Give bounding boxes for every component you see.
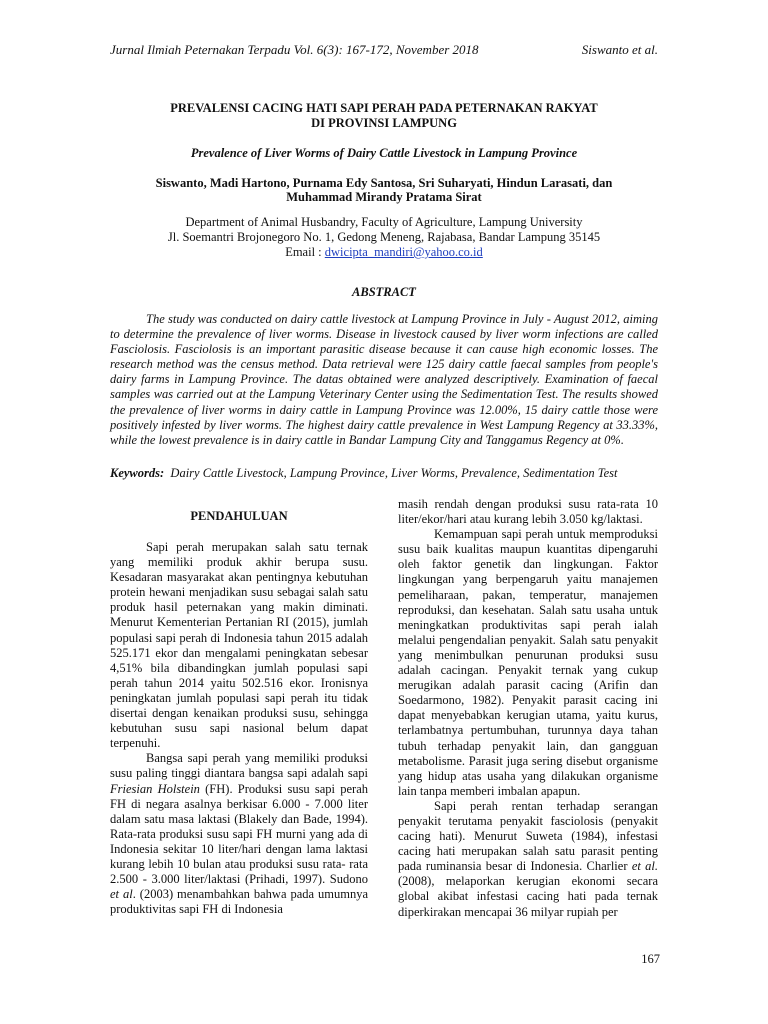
keywords <box>110 466 658 481</box>
department: Department of Animal Husbandry, Faculty of Agriculture, Lampung University <box>185 215 583 229</box>
paragraph: Sapi perah merupakan salah satu ternak yang memiliki produk akhir berupa susu. Kesadaran masyarakat akan pentingnya kebutuhan protein hewani menjadikan susu sebagai salah satu produk hasil peternakan yang makin diminati. Menurut Kementerian Pertanian RI (2015), jumlah populasi sapi perah di Indonesia tahun 2015 adalah 525.171 ekor dan mengalami peningkatan sebesar 4,51% bila dibandingkan jumlah populasi sapi perah tahun 2014 yaitu 502.516 ekor. Ironisnya peningkatan jumlah populasi sapi perah itu tidak disertai dengan kenaikan produksi susu, sehingga kebutuhan susu sapi nasional belum dapat terpenuhi. <box>110 540 368 751</box>
english-title: Prevalence of Liver Worms of Dairy Cattle Livestock in Lampung Province <box>190 146 578 160</box>
email-label: Email : <box>285 245 325 259</box>
authors-line-1: Siswanto, Madi Hartono, Purnama Edy Santosa, Sri Suharyati, Hindun Larasati, dan <box>155 176 613 190</box>
abstract-body: The study was conducted on dairy cattle livestock at Lampung Province in July - August 2012, aiming to determine the prevalence of liver worms. Disease in livestock caused by liver worm infections are called Fasciolosis. Fasciolosis is an important parasitic disease because it can cause high economic losses. The research method was the census method. Data retrieval were 125 dairy cattle faecal samples from people's dairy farms in Lampung Province. The datas obtained were analyzed descriptively. Examination of faecal samples was carried out at the Lampung Veterinary Center using the Sedimentation Test. The results showed the prevalence of liver worms in dairy cattle in Lampung Province was 12.00%, 15 dairy cattle those were positively infested by liver worms. The highest dairy cattle prevalence in West Lampung Regency at 33.33%, while the lowest prevalence is in dairy cattle in Bandar Lampung City and Tanggamus Regency at 0%. <box>110 312 658 447</box>
keywords-text: Dairy Cattle Livestock, Lampung Province, Liver Worms, Prevalence, Sedimentation Test <box>170 466 618 480</box>
paragraph: Bangsa sapi perah yang memiliki produksi susu paling tinggi diantara bangsa sapi adalah sapi Friesian Holstein (FH). Produksi susu sapi perah FH di negara asalnya berkisar 6.000 - 7.000 liter dalam satu masa laktasi (Blakely dan Bade, 1994). Rata-rata produksi susu sapi FH murni yang ada di Indonesia sekitar 10 liter/hari dengan lama laktasi kurang lebih 10 bulan atau produksi susu rata- rata 2.500 - 3.000 liter/laktasi (Prihadi, 1997). Sudono et al. (2003) menambahkan bahwa pada umumnya produktivitas sapi FH di Indonesia <box>110 751 368 917</box>
title-line-2: DI PROVINSI LAMPUNG <box>311 116 457 130</box>
section-heading: PENDAHULUAN <box>190 509 288 523</box>
italic-term: et al. <box>631 859 658 874</box>
email-link[interactable]: dwicipta_mandiri@yahoo.co.id <box>324 245 483 259</box>
left-column <box>110 540 368 917</box>
keywords-label: Keywords: <box>110 466 165 480</box>
journal-citation: Jurnal Ilmiah Peternakan Terpadu Vol. 6(3): 167-172, November 2018 <box>110 42 479 57</box>
italic-term: Friesian Holstein <box>110 781 200 796</box>
header-author: Siswanto et al. <box>581 42 658 57</box>
paragraph: Sapi perah rentan terhadap serangan penyakit terutama penyakit fasciolosis (penyakit cacing hati). Menurut Suweta (1984), infestasi cacing hati merupakan salah satu parasit penting pada ruminansia besar di Indonesia. Charlier et al. (2008), melaporkan kerugian ekonomi secara global akibat infestasi cacing hati pada ternak diperkirakan mencapai 36 milyar rupiah per <box>398 798 658 919</box>
affiliation <box>80 215 688 260</box>
page-number: 167 <box>641 952 660 966</box>
abstract-heading: ABSTRACT <box>352 285 416 299</box>
paragraph: Kemampuan sapi perah untuk memproduksi susu baik kualitas maupun kuantitas dipengaruhi oleh faktor genetik dan lingkungan. Faktor lingkungan yang berpengaruh yaitu manajemen pemeliharaan, pakan, temperatur, manajemen reproduksi, dan kesehatan. Salah satu usaha untuk meningkatkan produktivitas sapi perah ialah melalui pengendalian penyakit. Salah satu penyakit yang menimbulkan penurunan produksi susu adalah cacingan. Penyakit ternak yang cukup merugikan adalah parasit cacing (Arifin dan Soedarmono, 1982). Penyakit parasit cacing ini dapat menyebabkan kerugian utama, yaitu kurus, terlambatnya pertumbuhan, turunnya daya tahan tubuh terhadap penyakit lain, dan gangguan metabolisme. Parasit juga sering disebut organisme yang hidup atas usaha yang dilakukan organisme lain tanpa memberi imbalan apapun. <box>398 527 658 798</box>
authors-line-2: Muhammad Mirandy Pratama Sirat <box>286 190 482 204</box>
email-line <box>80 245 688 260</box>
italic-term: et al <box>110 887 133 902</box>
running-header <box>110 42 658 58</box>
paper-title <box>80 101 688 131</box>
paragraph: masih rendah dengan produksi susu rata-rata 10 liter/ekor/hari atau kurang lebih 3.050 kg/laktasi. <box>398 497 658 527</box>
address: Jl. Soemantri Brojonegoro No. 1, Gedong Meneng, Rajabasa, Bandar Lampung 35145 <box>167 230 601 244</box>
title-line-1: PREVALENSI CACING HATI SAPI PERAH PADA PETERNAKAN RAKYAT <box>170 101 598 115</box>
author-list <box>80 176 688 204</box>
right-column <box>398 497 658 920</box>
